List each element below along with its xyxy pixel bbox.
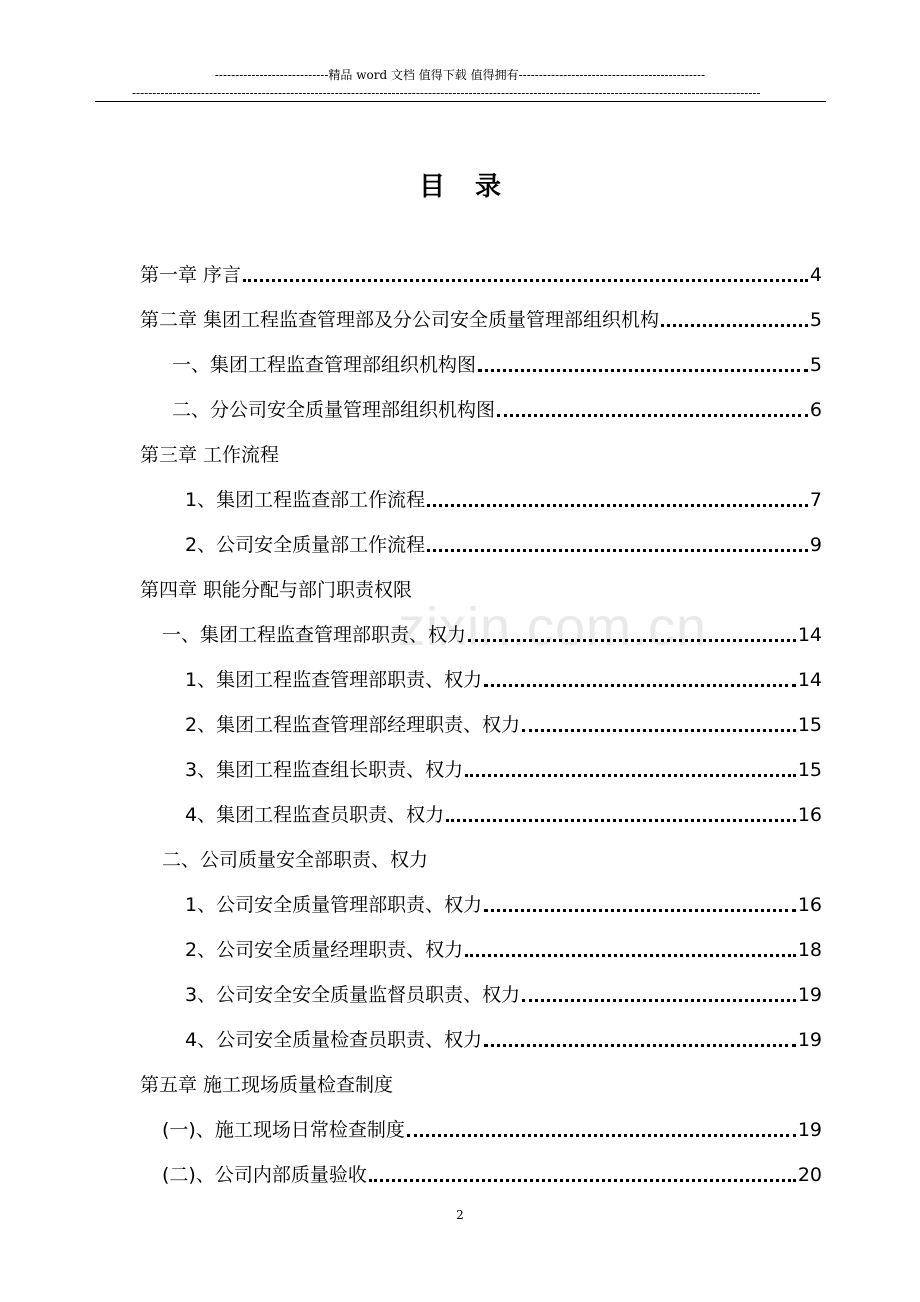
toc-page-number: 19 [797, 1119, 822, 1141]
toc-dot-leader [484, 1034, 796, 1047]
toc-page-number: 7 [809, 489, 822, 511]
toc-entry[interactable] [185, 712, 822, 738]
page-header-text: ----------------------------精品 word 文档 值得下载 值得拥有---------------------------------------------- [214, 68, 706, 82]
toc-entry-text: 3、公司安全安全质量监督员职责、权力 [185, 984, 521, 1006]
toc-entry[interactable] [172, 352, 822, 378]
toc-page-number: 9 [809, 534, 822, 556]
toc-entry-text: 二、公司质量安全部职责、权力 [162, 849, 429, 871]
watermark: zixin.com.cn [398, 597, 708, 657]
page-title: 目录 [418, 172, 531, 202]
toc-dot-leader [446, 809, 796, 822]
toc-entry[interactable] [185, 937, 822, 963]
toc-entry[interactable] [140, 262, 822, 288]
toc-page-number: 5 [809, 309, 822, 331]
toc-entry-text: 3、集团工程监查组长职责、权力 [185, 759, 464, 781]
toc-entry[interactable] [185, 487, 822, 513]
toc-page-number: 6 [809, 399, 822, 421]
toc-entry-text: 第二章 集团工程监查管理部及分公司安全质量管理部组织机构 [140, 309, 660, 331]
toc-dot-leader [661, 314, 808, 327]
toc-page-number: 14 [797, 669, 822, 691]
toc-entry-text: 1、集团工程监查部工作流程 [185, 489, 426, 511]
page-header-dashes: ----------------------------------------------------------------------------------------------------------------------------------------------------------- [132, 86, 761, 100]
toc-entry-text: (二)、公司内部质量验收 [162, 1164, 367, 1186]
toc-dot-leader [484, 899, 796, 912]
toc-entry-text: 1、集团工程监查管理部职责、权力 [185, 669, 483, 691]
toc-dot-leader [522, 989, 796, 1002]
toc-page-number: 16 [797, 804, 822, 826]
toc-page-number: 5 [809, 354, 822, 376]
toc-entry-text: 1、公司安全质量管理部职责、权力 [185, 894, 483, 916]
toc-page-number: 19 [797, 984, 822, 1006]
toc-page-number: 15 [797, 759, 822, 781]
toc-dot-leader [427, 494, 808, 507]
toc-page-number: 14 [797, 624, 822, 646]
toc-dot-leader [522, 719, 796, 732]
toc-dot-leader [468, 629, 796, 642]
toc-entry[interactable] [162, 1162, 822, 1188]
toc-dot-leader [478, 359, 808, 372]
toc-entry-text: 2、公司安全质量经理职责、权力 [185, 939, 464, 961]
toc-entry-text: 一、集团工程监查管理部组织机构图 [172, 354, 477, 376]
toc-entry[interactable] [185, 802, 822, 828]
toc-entry[interactable] [140, 442, 822, 468]
toc-entry[interactable] [162, 1117, 822, 1143]
toc-entry-text: 第三章 工作流程 [140, 444, 280, 466]
toc-entry[interactable] [185, 667, 822, 693]
toc-entry[interactable] [140, 1072, 822, 1098]
toc-dot-leader [465, 944, 796, 957]
toc-page-number: 4 [809, 264, 822, 286]
toc-entry[interactable] [185, 892, 822, 918]
toc-dot-leader [465, 764, 796, 777]
toc-entry-text: 4、集团工程监查员职责、权力 [185, 804, 445, 826]
header-rule [95, 101, 826, 102]
toc-entry-text: 第四章 职能分配与部门职责权限 [140, 579, 413, 601]
toc-page-number: 20 [797, 1164, 822, 1186]
page-number: 2 [456, 1208, 464, 1222]
toc-entry-text: 二、分公司安全质量管理部组织机构图 [172, 399, 496, 421]
toc-entry-text: 2、公司安全质量部工作流程 [185, 534, 426, 556]
toc-entry[interactable] [162, 622, 822, 648]
toc-dot-leader [369, 1169, 796, 1182]
toc-dot-leader [427, 539, 808, 552]
toc-entry-text: 2、集团工程监查管理部经理职责、权力 [185, 714, 521, 736]
toc-entry[interactable] [140, 307, 822, 333]
toc-entry[interactable] [172, 397, 822, 423]
toc-entry[interactable] [140, 577, 822, 603]
toc-entry[interactable] [185, 1027, 822, 1053]
toc-dot-leader [497, 404, 808, 417]
toc-entry-text: 第一章 序言 [140, 264, 242, 286]
toc-entry[interactable] [185, 982, 822, 1008]
toc-page-number: 19 [797, 1029, 822, 1051]
toc-entry-text: 4、公司安全质量检查员职责、权力 [185, 1029, 483, 1051]
toc-dot-leader [243, 269, 808, 282]
toc-page-number: 18 [797, 939, 822, 961]
toc-dot-leader [407, 1124, 796, 1137]
toc-entry[interactable] [185, 532, 822, 558]
toc-entry[interactable] [162, 847, 822, 873]
toc-dot-leader [484, 674, 796, 687]
toc-entry[interactable] [185, 757, 822, 783]
toc-entry-text: 第五章 施工现场质量检查制度 [140, 1074, 394, 1096]
toc-entry-text: 一、集团工程监查管理部职责、权力 [162, 624, 467, 646]
toc-page-number: 15 [797, 714, 822, 736]
toc-page-number: 16 [797, 894, 822, 916]
toc-entry-text: (一)、施工现场日常检查制度 [162, 1119, 405, 1141]
